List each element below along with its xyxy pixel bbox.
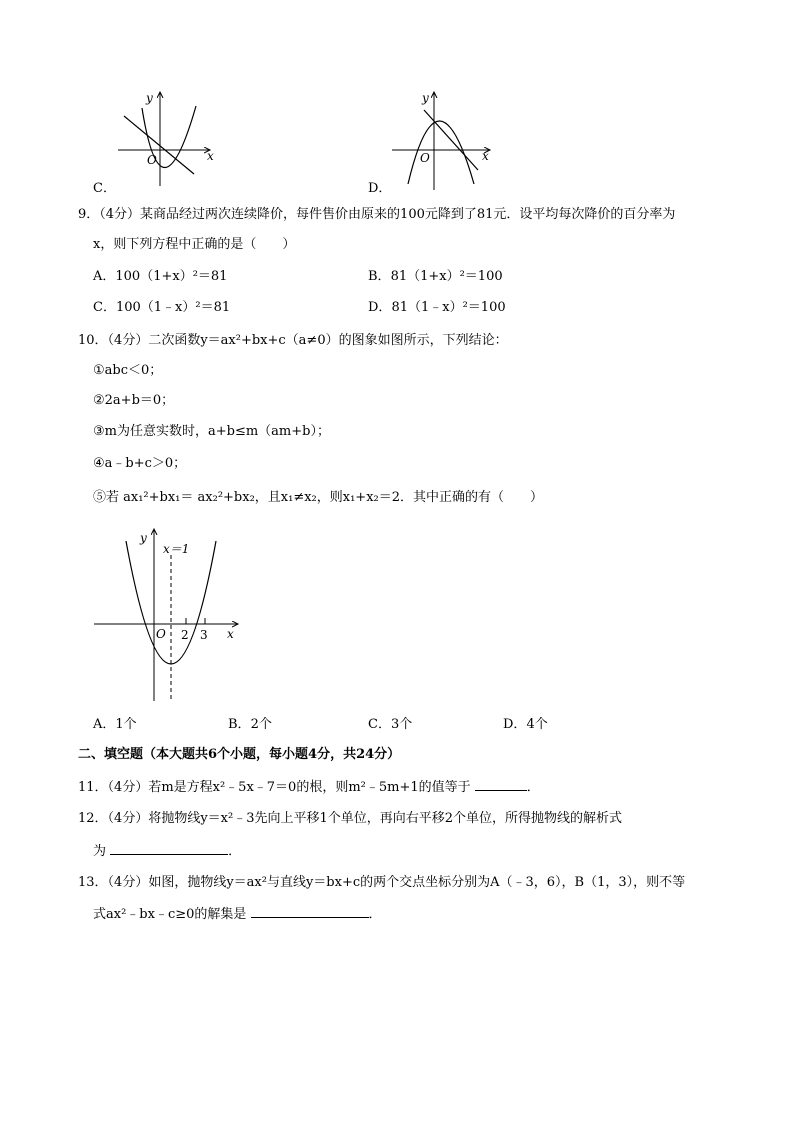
q10-statement-4: ④a﹣b+c＞0； bbox=[93, 456, 187, 471]
q13-answer-blank[interactable] bbox=[251, 905, 369, 918]
q10-graph-sym-label: x＝1 bbox=[163, 542, 190, 556]
q10-graph bbox=[92, 525, 252, 705]
q9-option-b: B．81（1+x）²＝100 bbox=[368, 269, 503, 284]
graph-d bbox=[388, 88, 498, 193]
graph-c bbox=[112, 88, 222, 188]
q10-statement-5: ⑤若 ax₁²+bx₁＝ ax₂²+bx₂，且x₁≠x₂，则x₁+x₂＝2．其中正确的有（ ） bbox=[93, 490, 544, 505]
q10-graph-tick-2: 2 bbox=[181, 628, 189, 642]
section-2-heading: 二、填空题（本大题共6个小题，每小题4分，共24分） bbox=[78, 747, 401, 762]
q10-statement-3: ③m为任意实数时，a+b≤m（am+b）； bbox=[93, 424, 330, 439]
q12-line2: 为 ． bbox=[93, 844, 242, 859]
q10-option-a: A．1个 bbox=[93, 717, 137, 732]
graph-d-y-label: y bbox=[422, 91, 429, 105]
q10-stem: 10．（4分）二次函数y＝ax²+bx+c（a≠0）的图象如图所示，下列结论： bbox=[78, 333, 508, 348]
q9-line1: 9．（4分）某商品经过两次连续降价，每件售价由原来的100元降到了81元．设平均每次降价的百分率为 bbox=[78, 207, 676, 222]
q12-answer-blank[interactable] bbox=[110, 842, 228, 855]
graph-c-y-label: y bbox=[146, 91, 153, 105]
q10-graph-tick-3: 3 bbox=[200, 628, 208, 642]
q10-option-b: B．2个 bbox=[228, 717, 272, 732]
graph-d-origin: O bbox=[420, 151, 430, 165]
graph-c-origin: O bbox=[147, 153, 157, 167]
q9-option-c: C．100（1﹣x）²＝81 bbox=[93, 300, 231, 315]
q10-option-c: C．3个 bbox=[368, 717, 413, 732]
q13-line1: 13．（4分）如图，抛物线y＝ax²与直线y＝bx+c的两个交点坐标分别为A（﹣3，6），B（1，3），则不等 bbox=[78, 875, 686, 890]
q9-option-d: D．81（1﹣x）²＝100 bbox=[368, 300, 506, 315]
q9-line2: x，则下列方程中正确的是（ ） bbox=[93, 237, 296, 252]
q10-option-d: D．4个 bbox=[503, 717, 548, 732]
q11-answer-blank[interactable] bbox=[475, 778, 527, 791]
q10-graph-y-label: y bbox=[140, 531, 147, 545]
q10-graph-x-label: x bbox=[227, 627, 234, 641]
q10-statement-1: ①abc＜0； bbox=[93, 363, 163, 378]
graph-d-x-label: x bbox=[482, 149, 489, 163]
q12-line1: 12．（4分）将抛物线y＝x²﹣3先向上平移1个单位，再向右平移2个单位，所得抛物线的解析式 bbox=[78, 811, 623, 826]
graph-c-label: C． bbox=[93, 181, 116, 196]
graph-c-x-label: x bbox=[207, 149, 214, 163]
graph-d-label: D． bbox=[368, 181, 392, 196]
q11: 11．（4分）若m是方程x²﹣5x﹣7＝0的根，则m²﹣5m+1的值等于 ． bbox=[78, 780, 540, 795]
q10-graph-origin: O bbox=[156, 627, 166, 641]
q13-line2: 式ax²﹣bx﹣c≥0的解集是 ． bbox=[93, 907, 382, 922]
q9-option-a: A．100（1+x）²＝81 bbox=[93, 269, 228, 284]
q10-statement-2: ②2a+b＝0； bbox=[93, 393, 175, 408]
